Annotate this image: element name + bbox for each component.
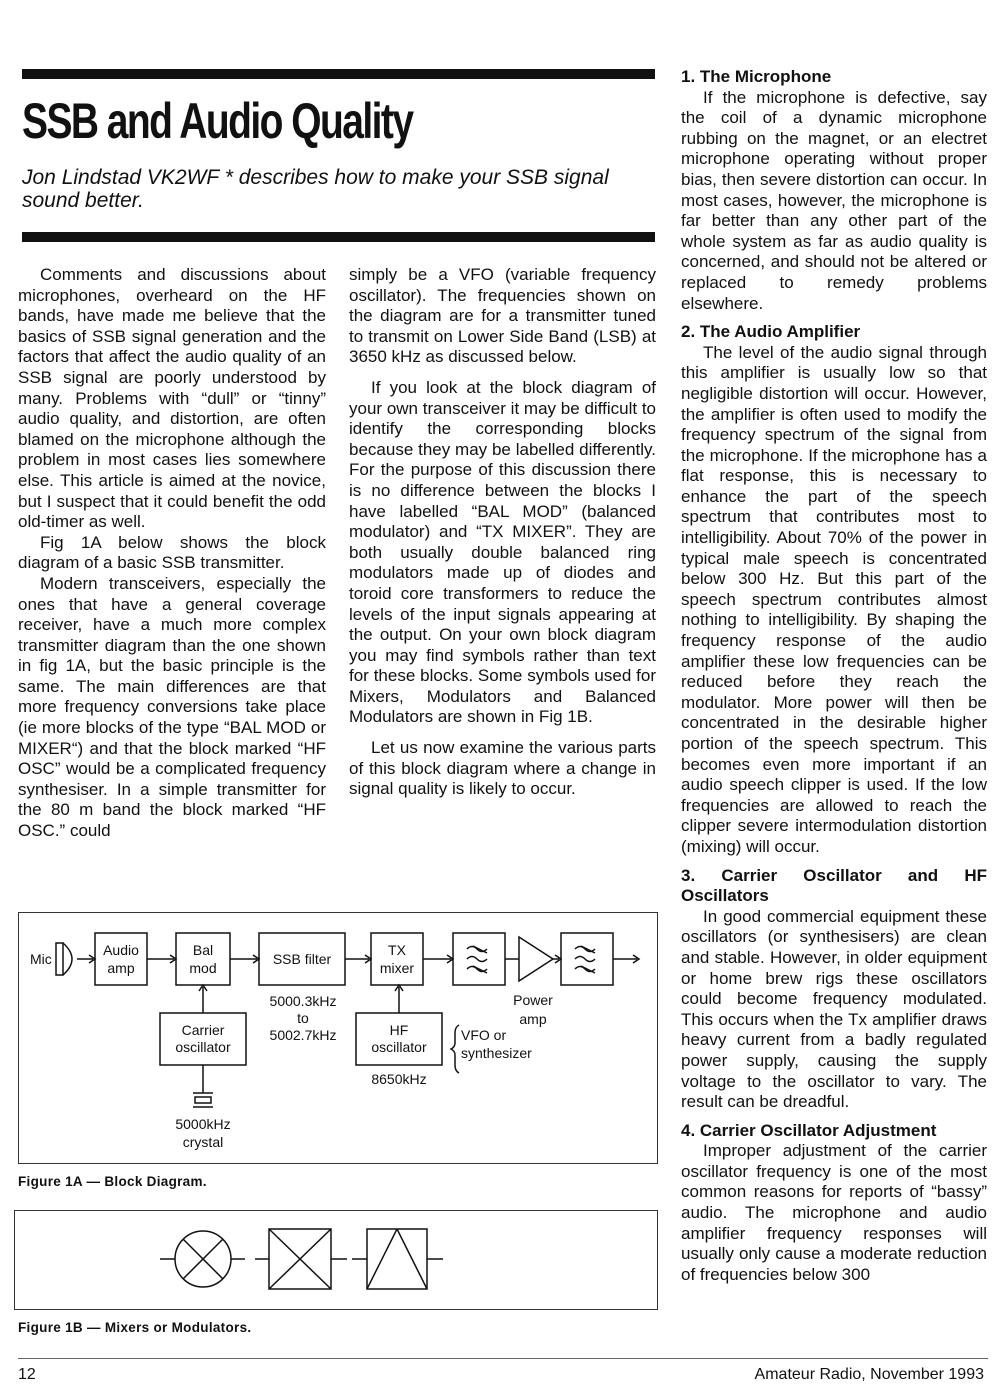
paragraph: Let us now examine the various parts of this block diagram where a change in signal quality is likely to occur. [349,738,656,799]
paragraph: The level of the audio signal through this amplifier is usually low so that negligible distortion will occur. However, the amplifier is often used to modify the frequency spectrum of the signal from the microphone. If the microphone has a flat response, this is necessary to enhance the part of the speech spectrum that contributes most to intelligibility. About 70% of the power in typical male speech is concentrated below 300 Hz. But this part of the speech spectrum contributes almost nothing to intelligibility. By shaping the frequency response of the audio amplifier these low frequencies can be reduced before they reach the modulator. More power will then be concentrated in the desirable higher portion of the speech spectrum. This becomes even more important if an audio speech clipper is used. If the low frequencies are allowed to reach the clipper severe intermodulation distortion (mixing) will occur. [681,342,987,856]
subtitle-rule [22,232,655,242]
filter-frequency-label: to [297,1010,309,1026]
hf-oscillator-label: oscillator [371,1039,427,1055]
audio-amp-block [95,933,147,985]
article-subtitle: Jon Lindstad VK2WF * describes how to make your SSB signal sound better. [22,166,609,212]
top-rule [22,69,655,79]
power-amp-label: Power [513,992,553,1008]
crystal-label: 5000kHz [175,1116,231,1132]
paragraph: If you look at the block diagram of your own transceiver it may be difficult to identify the corresponding blocks because they may be labelled differently. For the purpose of this discussion there is no difference between the blocks I have labelled “BAL MOD” (balanced modulator) and “TX MIXER”. They are both usually double balanced ring modulators made up of diodes and toroid core transformers to reduce the levels of the input signals appearing at the output. On your own block diagram you may find symbols rather than text for these blocks. Some symbols used for Mixers, Modulators and Balanced Modulators are shown in Fig 1B. [349,377,656,727]
paragraph: Comments and discussions about microphones, overheard on the HF bands, have made me believe that the basics of SSB signal generation and the factors that affect the audio quality of an SSB signal are poorly understood by many. Problems with “dull” or “tinny” audio quality, and distortion, are often blamed on the microphone although the problem in most cases lies somewhere else. This article is aimed at the novice, but I suspect that it could benefit the odd old-timer as well. [18,265,326,532]
filter-frequency-label: 5000.3kHz [269,993,337,1009]
figure-1b-caption: Figure 1B — Mixers or Modulators. [18,1320,252,1335]
ssb-filter-label: SSB filter [272,951,332,967]
modulator-symbol-icon [367,1229,427,1289]
carrier-oscillator-label: Carrier [181,1022,225,1038]
paragraph: If the microphone is defective, say the coil of a dynamic microphone rubbing on the magnet, or an electret microphone operating without proper bias, then severe distortion can occur. In most cases, however, the microphone is far better than any other part of the whole system as far as audio quality is concerned, and should not be altered or replaced to remedy problems elsewhere. [681,87,987,313]
power-amp-triangle [519,937,553,981]
vfo-note: VFO or [461,1027,507,1043]
section-heading: 4. Carrier Oscillator Adjustment [681,1120,937,1140]
filter-frequency-label: 5002.7kHz [269,1027,337,1043]
vfo-note: synthesizer [461,1045,532,1061]
bal-mod-label: mod [189,960,217,976]
bal-mod-label: Bal [192,942,214,958]
column-2 [349,265,656,800]
hf-oscillator-label: HF [389,1022,409,1038]
carrier-oscillator-label: oscillator [175,1039,231,1055]
audio-amp-label: amp [107,960,135,976]
section-heading: 3. Carrier Oscillator and HF Oscillators [681,865,987,906]
tx-mixer-label: mixer [379,960,415,976]
crystal-label: crystal [182,1134,224,1150]
tx-mixer-label: TX [388,942,406,958]
tx-mixer-block [371,933,423,985]
power-amp-label: amp [519,1011,547,1027]
page-number: 12 [18,1366,36,1383]
paragraph: simply be a VFO (variable frequency oscillator). The frequencies shown on the diagram are for a transmitter tuned to transmit on Lower Side Band (LSB) at 3650 kHz as discussed below. [349,265,656,367]
figure-1b-symbols [14,1210,658,1310]
output-filter-block [561,933,613,985]
paragraph: Modern transceivers, especially the ones that have a general coverage receiver, have a much more complex transmitter diagram than the one shown in fig 1A, but the basic principle is the same. The main differences are that more frequency conversions take place (ie more blocks of the type “BAL MOD or MIXER“) and that the block marked “HF OSC” would be a complicated frequency synthesiser. In a simple transmitter for the 80 m band the block marked “HF OSC.” could [18,573,326,841]
paragraph: In good commercial equipment these oscillators (or synthesisers) are clean and stable. However, in older equipment or home brew rigs these oscillators could become frequency modulated. This occurs when the Tx amplifier draws heavy current from a badly regulated power supply, causing the supply voltage to the oscillator to vary. The result can be dreadful. [681,906,987,1112]
bandpass-filter-block [453,933,505,985]
bal-mod-block [176,933,230,985]
mic-label: Mic [30,951,52,967]
figure-1a-caption: Figure 1A — Block Diagram. [18,1174,207,1189]
publication-info: Amateur Radio, November 1993 [754,1366,984,1383]
column-3 [681,67,987,1285]
mic-icon [56,943,63,975]
audio-amp-label: Audio [103,942,139,958]
hf-frequency-label: 8650kHz [371,1071,427,1087]
paragraph: Fig 1A below shows the block diagram of a basic SSB transmitter. [18,532,326,573]
article-title: SSB and Audio Quality [22,93,413,149]
figure-1a-block-diagram [18,912,658,1164]
column-1 [18,265,326,842]
section-heading: 2. The Audio Amplifier [681,322,861,342]
section-heading: 1. The Microphone [681,67,832,86]
footer-rule [18,1358,988,1359]
paragraph: Improper adjustment of the carrier oscillator frequency is one of the most common reasons for reports of “bassy” audio. The microphone and audio amplifier frequency responses will usually only cause a moderate reduction of frequencies below 300 [681,1141,987,1284]
